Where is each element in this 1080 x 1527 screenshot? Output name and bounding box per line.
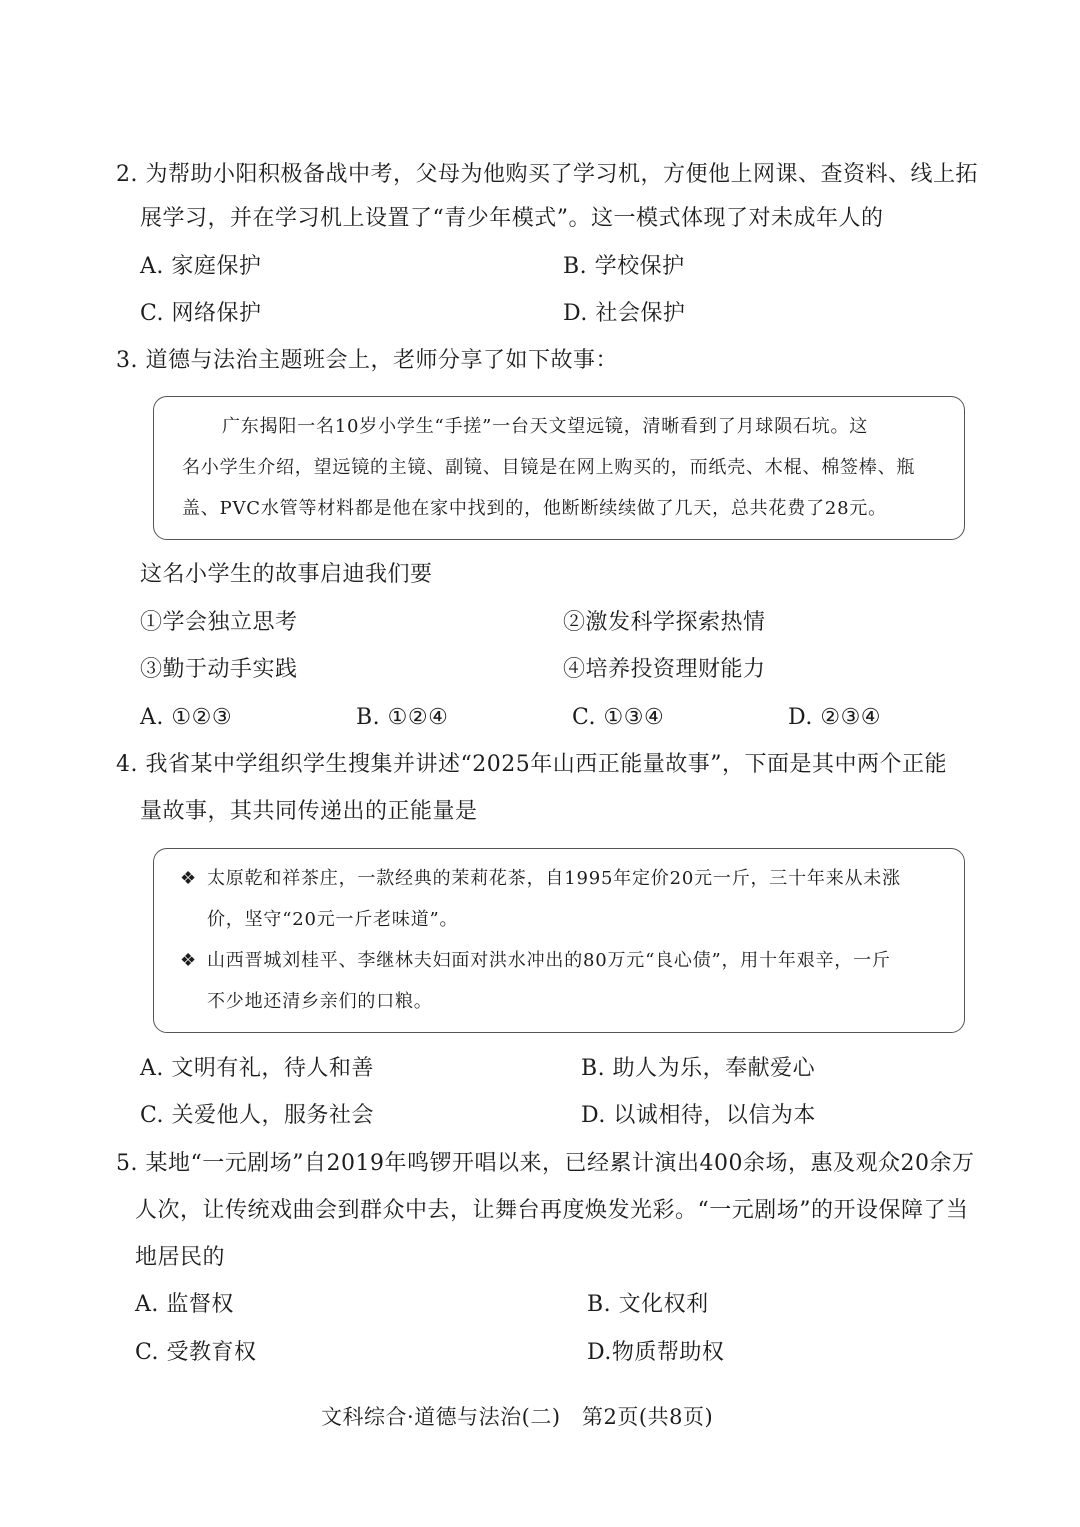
q4-bullet-1: ❖: [180, 868, 197, 889]
q2-option-c: C. 网络保护: [140, 301, 262, 326]
q3-story-line-3: 盖、PVC水管等材料都是他在家中找到的，他断断续续做了几天，总共花费了28元。: [182, 498, 887, 519]
q3-option-c: C. ①③④: [572, 705, 665, 730]
q3-option-a: A. ①②③: [140, 705, 233, 730]
q4-option-b: B. 助人为乐，奉献爱心: [581, 1056, 816, 1081]
q4-option-a: A. 文明有礼，待人和善: [140, 1056, 374, 1081]
page-footer: 文科综合·道德与法治(二) 第2页(共8页): [321, 1405, 714, 1429]
q4-bullet-2: ❖: [180, 950, 197, 971]
q3-item-4: ④培养投资理财能力: [563, 657, 766, 682]
q5-option-b: B. 文化权利: [587, 1292, 709, 1317]
q3-stem: 3. 道德与法治主题班会上，老师分享了如下故事：: [116, 348, 618, 373]
q4-line-2: 量故事，其共同传递出的正能量是: [140, 799, 478, 824]
q3-story-line-2: 名小学生介绍，望远镜的主镜、副镜、目镜是在网上购买的，而纸壳、木棍、棉签棒、瓶: [182, 457, 916, 478]
q3-item-2: ②激发科学探索热情: [563, 610, 766, 635]
q3-option-b: B. ①②④: [356, 705, 449, 730]
q5-line-2: 人次，让传统戏曲会到群众中去，让舞台再度焕发光彩。“一元剧场”的开设保障了当: [135, 1198, 969, 1223]
q5-line-3: 地居民的: [135, 1245, 226, 1270]
q4-option-c: C. 关爱他人，服务社会: [140, 1103, 375, 1128]
q5-line-1: 5. 某地“一元剧场”自2019年鸣锣开唱以来，已经累计演出400余场，惠及观众20余万: [116, 1151, 975, 1176]
q2-option-a: A. 家庭保护: [140, 254, 262, 279]
q3-question: 这名小学生的故事启迪我们要: [140, 562, 433, 587]
q4-option-d: D. 以诚相待，以信为本: [581, 1103, 816, 1128]
q3-option-d: D. ②③④: [788, 705, 882, 730]
q2-option-b: B. 学校保护: [563, 254, 685, 279]
q4-story-1-line-1: 太原乾和祥茶庄，一款经典的茉莉花茶，自1995年定价20元一斤，三十年来从未涨: [207, 868, 901, 889]
q4-story-1-line-2: 价，坚守“20元一斤老味道”。: [207, 909, 459, 930]
q3-item-3: ③勤于动手实践: [140, 657, 298, 682]
q4-line-1: 4. 我省某中学组织学生搜集并讲述“2025年山西正能量故事”，下面是其中两个正能: [116, 752, 947, 777]
q2-option-d: D. 社会保护: [563, 301, 686, 326]
q5-option-c: C. 受教育权: [135, 1340, 257, 1365]
q5-option-a: A. 监督权: [135, 1292, 234, 1317]
q3-item-1: ①学会独立思考: [140, 610, 298, 635]
q4-story-2-line-1: 山西晋城刘桂平、李继林夫妇面对洪水冲出的80万元“良心债”，用十年艰辛，一斤: [207, 950, 891, 971]
q2-line-1: 2. 为帮助小阳积极备战中考，父母为他购买了学习机，方便他上网课、查资料、线上拓: [116, 162, 978, 187]
q5-option-d: D.物质帮助权: [587, 1340, 725, 1365]
q2-line-2: 展学习，并在学习机上设置了“青少年模式”。这一模式体现了对未成年人的: [140, 206, 884, 231]
q3-story-line-1: 广东揭阳一名10岁小学生“手搓”一台天文望远镜，清晰看到了月球陨石坑。这: [222, 416, 869, 437]
q4-story-2-line-2: 不少地还清乡亲们的口粮。: [207, 991, 433, 1012]
